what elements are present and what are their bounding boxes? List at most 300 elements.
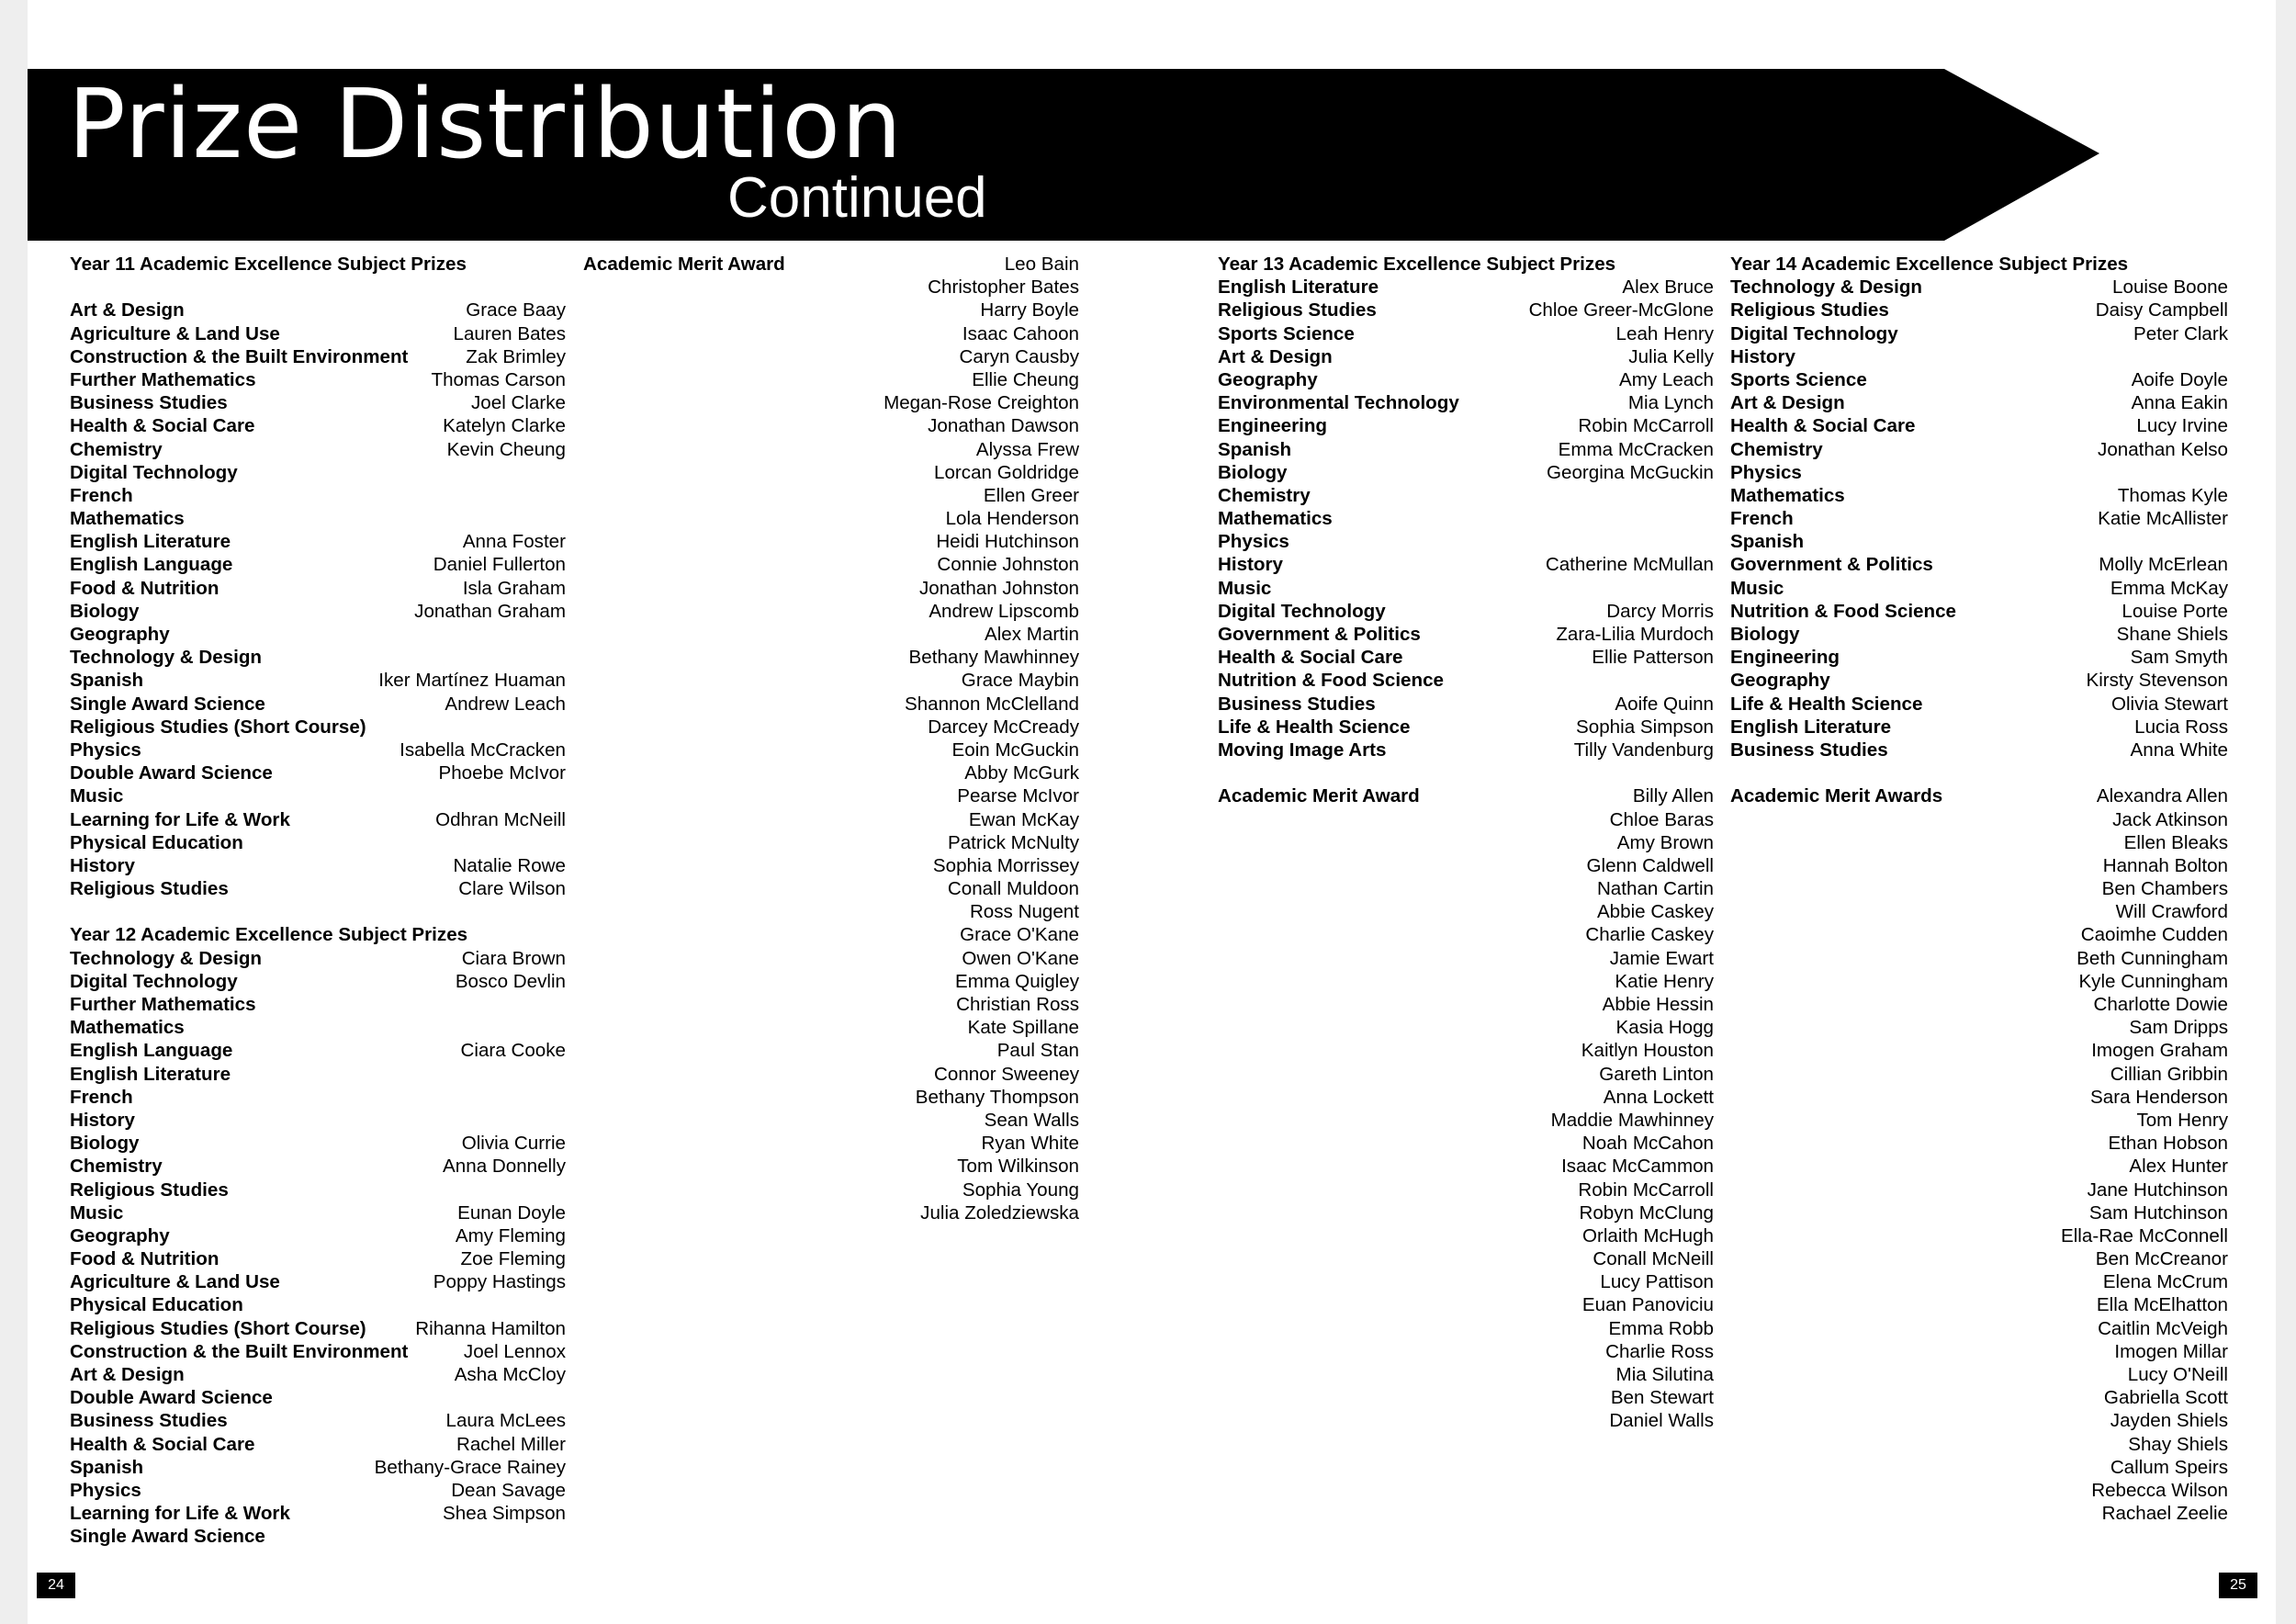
- prize-row: [70, 1363, 566, 1386]
- prize-row: [70, 484, 566, 507]
- prize-subject: Single Award Science: [70, 1526, 265, 1548]
- prize-recipient: Shea Simpson: [443, 1503, 566, 1525]
- section-heading: Year 12 Academic Excellence Subject Prizes: [70, 924, 468, 946]
- prize-row: [1218, 623, 1714, 646]
- prize-recipient: Joel Clarke: [470, 392, 566, 414]
- prize-recipient: Ciara Cooke: [460, 1040, 566, 1062]
- prize-subject: Art & Design: [70, 1364, 185, 1385]
- column-4: [1730, 253, 2228, 1525]
- prize-row: [70, 530, 566, 553]
- prize-row: [70, 1039, 566, 1062]
- prize-recipient: Odhran McNeill: [435, 808, 566, 830]
- prize-recipient: Mia Silutina: [1615, 1364, 1714, 1385]
- prize-row: [1730, 716, 2228, 739]
- prize-row: [583, 854, 1079, 877]
- prize-row: [70, 1293, 566, 1316]
- prize-row: [70, 553, 566, 576]
- prize-recipient: Lucia Ross: [2134, 716, 2228, 738]
- prize-row: [583, 693, 1079, 716]
- prize-recipient: Caoimhe Cudden: [2080, 924, 2228, 946]
- prize-subject: French: [70, 484, 133, 506]
- prize-row: [1218, 900, 1714, 923]
- prize-row: [1730, 507, 2228, 530]
- prize-recipient: Daniel Fullerton: [433, 554, 566, 576]
- prize-recipient: Connor Sweeney: [934, 1063, 1079, 1085]
- prize-subject: Learning for Life & Work: [70, 808, 290, 830]
- prize-subject: Business Studies: [70, 1410, 228, 1432]
- prize-recipient: Sophia Young: [962, 1179, 1079, 1201]
- prize-row: [583, 623, 1079, 646]
- prize-row: [70, 669, 566, 692]
- prize-subject: Academic Merit Awards: [1730, 785, 1943, 807]
- prize-subject: Mathematics: [70, 1017, 185, 1039]
- spacer-row: [1730, 761, 2228, 784]
- prize-subject: Business Studies: [1218, 693, 1376, 715]
- prize-recipient: Christopher Bates: [928, 276, 1079, 299]
- prize-subject: Digital Technology: [70, 461, 238, 483]
- prize-recipient: Emma McCracken: [1558, 438, 1714, 460]
- prize-subject: English Literature: [70, 531, 231, 553]
- section-heading-row: [70, 923, 566, 946]
- prize-subject: Environmental Technology: [1218, 392, 1459, 414]
- prize-row: [1730, 646, 2228, 669]
- prize-subject: Spanish: [1218, 438, 1292, 460]
- prize-recipient: Emma Quigley: [954, 970, 1079, 992]
- prize-row: [1218, 1039, 1714, 1062]
- prize-recipient: Isaac Cahoon: [962, 322, 1079, 344]
- prize-recipient: Katie McAllister: [2098, 508, 2228, 530]
- prize-row: [70, 1016, 566, 1039]
- prize-subject: Health & Social Care: [70, 415, 255, 437]
- prize-recipient: Sam Smyth: [2130, 647, 2228, 669]
- prize-row: [70, 438, 566, 461]
- prize-subject: Physical Education: [70, 831, 243, 853]
- prize-row: [1218, 877, 1714, 900]
- prize-row: [583, 414, 1079, 437]
- page-number-left: 24: [37, 1573, 75, 1598]
- prize-recipient: Kate Spillane: [967, 1017, 1079, 1039]
- prize-subject: Spanish: [70, 670, 144, 692]
- prize-recipient: Emma Robb: [1608, 1317, 1714, 1339]
- prize-recipient: Charlie Caskey: [1585, 924, 1714, 946]
- prize-recipient: Will Crawford: [2115, 901, 2228, 923]
- prize-recipient: Jamie Ewart: [1609, 947, 1714, 969]
- prize-subject: Agriculture & Land Use: [70, 322, 280, 344]
- prize-row: [1730, 1502, 2228, 1525]
- prize-row: [70, 1340, 566, 1363]
- prize-recipient: Sean Walls: [984, 1109, 1079, 1131]
- prize-recipient: Hannah Bolton: [2102, 854, 2228, 876]
- prize-row: [1730, 970, 2228, 993]
- prize-row: [1730, 414, 2228, 437]
- prize-subject: Physics: [70, 1479, 141, 1501]
- prize-row: [70, 1270, 566, 1293]
- prize-row: [583, 646, 1079, 669]
- prize-subject: Music: [1730, 577, 1784, 599]
- prize-subject: Academic Merit Award: [583, 254, 785, 275]
- prize-row: [583, 345, 1079, 368]
- section-heading: Year 14 Academic Excellence Subject Prizes: [1730, 254, 2129, 275]
- prize-row: [1218, 669, 1714, 692]
- prize-subject: Food & Nutrition: [70, 577, 219, 599]
- prize-subject: Life & Health Science: [1218, 716, 1411, 738]
- prize-row: [1218, 1224, 1714, 1247]
- prize-subject: Technology & Design: [70, 647, 263, 669]
- prize-subject: Geography: [1218, 368, 1318, 390]
- prize-recipient: Thomas Kyle: [2117, 484, 2228, 506]
- prize-row: [1218, 530, 1714, 553]
- prize-recipient: Ethan Hobson: [2108, 1133, 2228, 1155]
- prize-row: [1730, 739, 2228, 761]
- prize-row: [70, 761, 566, 784]
- prize-row: [70, 1456, 566, 1479]
- prize-recipient: Billy Allen: [1632, 785, 1714, 807]
- prize-row: [70, 1386, 566, 1409]
- prize-row: [1218, 739, 1714, 761]
- prize-subject: Digital Technology: [1218, 600, 1386, 622]
- prize-row: [70, 1086, 566, 1109]
- prize-row: [1730, 1132, 2228, 1155]
- prize-row: [583, 808, 1079, 831]
- prize-recipient: Paul Stan: [996, 1040, 1079, 1062]
- prize-subject: Single Award Science: [70, 693, 265, 715]
- prize-row: [1218, 947, 1714, 970]
- page-number-right: 25: [2219, 1573, 2257, 1598]
- prize-recipient: Bethany Thompson: [915, 1086, 1079, 1108]
- prize-recipient: Conall Muldoon: [947, 878, 1079, 900]
- prize-row: [1730, 345, 2228, 368]
- prize-row: [1730, 1063, 2228, 1086]
- prize-recipient: Caitlin McVeigh: [2098, 1317, 2228, 1339]
- prize-row: [1730, 391, 2228, 414]
- prize-recipient: Ellen Bleaks: [2123, 831, 2228, 853]
- prize-recipient: Leah Henry: [1615, 322, 1714, 344]
- prize-recipient: Ella McElhatton: [2096, 1294, 2228, 1316]
- title-banner: [28, 69, 2103, 241]
- prize-subject: Physical Education: [70, 1294, 243, 1316]
- prize-row: [583, 391, 1079, 414]
- prize-recipient: Julia Kelly: [1628, 345, 1714, 367]
- prize-subject: English Literature: [1730, 716, 1892, 738]
- spacer-row: [70, 276, 566, 299]
- prize-recipient: Alex Martin: [985, 624, 1079, 645]
- prize-recipient: Maddie Mawhinney: [1550, 1109, 1714, 1131]
- prize-row: [1218, 414, 1714, 437]
- prize-subject: History: [1218, 554, 1283, 576]
- section-heading: Year 13 Academic Excellence Subject Prizes: [1218, 254, 1616, 275]
- prize-recipient: Darcy Morris: [1606, 600, 1714, 622]
- prize-subject: Food & Nutrition: [70, 1248, 219, 1270]
- prize-row: [1218, 693, 1714, 716]
- prize-row: [1218, 1179, 1714, 1201]
- prize-recipient: Jonathan Johnston: [918, 577, 1079, 599]
- prize-row: [70, 1109, 566, 1132]
- prize-row: [1730, 1016, 2228, 1039]
- prize-recipient: Georgina McGuckin: [1547, 461, 1714, 483]
- prize-row: [1218, 808, 1714, 831]
- prize-subject: Business Studies: [70, 392, 228, 414]
- prize-row: [1218, 716, 1714, 739]
- prize-subject: Religious Studies (Short Course): [70, 1317, 366, 1339]
- prize-subject: Art & Design: [1218, 345, 1333, 367]
- prize-row: [1730, 1293, 2228, 1316]
- column-2: [583, 253, 1079, 1224]
- prize-row: [583, 1039, 1079, 1062]
- prize-row: [70, 461, 566, 484]
- prize-row: [583, 947, 1079, 970]
- prize-row: [1218, 1386, 1714, 1409]
- prize-recipient: Robin McCarroll: [1578, 415, 1714, 437]
- prize-recipient: Bethany-Grace Rainey: [374, 1456, 566, 1478]
- prize-recipient: Jonathan Graham: [414, 600, 566, 622]
- prize-recipient: Robin McCarroll: [1578, 1179, 1714, 1201]
- prize-recipient: Euan Panoviciu: [1581, 1294, 1714, 1316]
- prize-subject: Music: [1218, 577, 1272, 599]
- prize-row: [583, 1179, 1079, 1201]
- prize-recipient: Julia Zoledziewska: [920, 1201, 1079, 1224]
- prize-subject: Life & Health Science: [1730, 693, 1923, 715]
- prize-subject: Sports Science: [1730, 368, 1867, 390]
- prize-recipient: Abbie Caskey: [1596, 901, 1714, 923]
- prize-row: [583, 970, 1079, 993]
- prize-recipient: Kaitlyn Houston: [1581, 1040, 1714, 1062]
- prize-row: [1218, 970, 1714, 993]
- prize-subject: Learning for Life & Work: [70, 1503, 290, 1525]
- prize-row: [1730, 530, 2228, 553]
- prize-row: [1218, 345, 1714, 368]
- prize-subject: Art & Design: [1730, 392, 1845, 414]
- prize-row: [70, 391, 566, 414]
- prize-recipient: Isla Graham: [462, 577, 566, 599]
- prize-row: [1730, 1340, 2228, 1363]
- prize-row: [70, 784, 566, 807]
- prize-recipient: Rachel Miller: [456, 1433, 566, 1455]
- prize-recipient: Aoife Quinn: [1615, 693, 1714, 715]
- prize-subject: Chemistry: [1218, 484, 1311, 506]
- prize-recipient: Tom Henry: [2136, 1109, 2228, 1131]
- prize-recipient: Lorcan Goldridge: [934, 461, 1079, 483]
- prize-recipient: Amy Leach: [1618, 368, 1714, 390]
- prize-recipient: Ella-Rae McConnell: [2061, 1224, 2228, 1246]
- prize-row: [1730, 276, 2228, 299]
- prize-recipient: Sam Dripps: [2129, 1017, 2228, 1039]
- prize-row: [70, 739, 566, 761]
- prize-row: [1218, 299, 1714, 321]
- prize-subject: English Language: [70, 554, 233, 576]
- prize-row: [583, 761, 1079, 784]
- prize-row: [1218, 831, 1714, 854]
- prize-recipient: Shannon McClelland: [904, 693, 1079, 715]
- prize-subject: Geography: [70, 624, 170, 645]
- prize-subject: Chemistry: [70, 438, 163, 460]
- prize-subject: Religious Studies: [1730, 299, 1889, 321]
- prize-recipient: Grace Baay: [466, 299, 566, 321]
- prize-recipient: Natalie Rowe: [453, 854, 566, 876]
- prize-recipient: Ellie Patterson: [1592, 647, 1714, 669]
- prize-recipient: Kasia Hogg: [1615, 1017, 1714, 1039]
- prize-subject: Business Studies: [1730, 739, 1888, 761]
- prize-recipient: Megan-Rose Creighton: [884, 392, 1079, 414]
- prize-subject: Biology: [70, 1133, 140, 1155]
- prize-recipient: Poppy Hastings: [433, 1271, 566, 1293]
- prize-subject: English Language: [70, 1040, 233, 1062]
- prize-row: [583, 299, 1079, 321]
- prize-row: [583, 1016, 1079, 1039]
- prize-row: [1218, 993, 1714, 1016]
- prize-recipient: Zara-Lilia Murdoch: [1556, 624, 1714, 645]
- prize-recipient: Isabella McCracken: [400, 739, 566, 761]
- prize-row: [70, 577, 566, 600]
- prize-row: [1730, 1409, 2228, 1432]
- prize-subject: Geography: [1730, 670, 1830, 692]
- prize-recipient: Sophia Simpson: [1576, 716, 1714, 738]
- prize-recipient: Beth Cunningham: [2077, 947, 2228, 969]
- page-edge-right: [2276, 0, 2296, 1624]
- prize-row: [1218, 923, 1714, 946]
- prize-subject: Religious Studies: [1218, 299, 1377, 321]
- prize-row: [70, 1525, 566, 1548]
- prize-row: [70, 693, 566, 716]
- prize-row: [583, 484, 1079, 507]
- prize-row: [1730, 900, 2228, 923]
- page-subtitle: Continued: [727, 166, 987, 230]
- prize-row: [1730, 368, 2228, 391]
- prize-recipient: Tom Wilkinson: [957, 1156, 1079, 1178]
- prize-row: [583, 600, 1079, 623]
- prize-subject: Chemistry: [1730, 438, 1823, 460]
- spacer-row: [70, 900, 566, 923]
- prize-row: [583, 577, 1079, 600]
- prize-subject: Construction & the Built Environment: [70, 345, 409, 367]
- prize-recipient: Chloe Greer-McGlone: [1528, 299, 1714, 321]
- prize-row: [70, 1502, 566, 1525]
- prize-subject: Double Award Science: [70, 1387, 273, 1409]
- prize-recipient: Charlie Ross: [1605, 1340, 1714, 1362]
- prize-row: [1218, 276, 1714, 299]
- prize-row: [583, 669, 1079, 692]
- prize-row: [1730, 669, 2228, 692]
- prize-recipient: Gareth Linton: [1599, 1063, 1714, 1085]
- prize-subject: Engineering: [1730, 647, 1840, 669]
- prize-row: [70, 854, 566, 877]
- prize-recipient: Caryn Causby: [959, 345, 1079, 367]
- prize-subject: History: [70, 1109, 135, 1131]
- prize-row: [70, 345, 566, 368]
- prize-row: [1218, 461, 1714, 484]
- prize-subject: Chemistry: [70, 1156, 163, 1178]
- prize-subject: Religious Studies: [70, 1179, 229, 1201]
- prize-recipient: Lucy Irvine: [2136, 415, 2228, 437]
- prize-row: [70, 1433, 566, 1456]
- prize-row: [1730, 322, 2228, 345]
- prize-recipient: Thomas Carson: [431, 368, 566, 390]
- prize-subject: Biology: [1218, 461, 1288, 483]
- prize-row: [70, 623, 566, 646]
- prize-row: [1730, 1155, 2228, 1178]
- column-3: [1218, 253, 1714, 1433]
- prize-subject: English Literature: [1218, 276, 1379, 299]
- prize-row: [1730, 1086, 2228, 1109]
- prize-row: [70, 322, 566, 345]
- prize-row: [70, 808, 566, 831]
- prize-subject: Mathematics: [1218, 508, 1333, 530]
- prize-row: [1218, 1270, 1714, 1293]
- prize-recipient: Imogen Graham: [2091, 1040, 2228, 1062]
- prize-recipient: Ewan McKay: [968, 808, 1079, 830]
- prize-row: [1218, 600, 1714, 623]
- prize-recipient: Sophia Morrissey: [932, 854, 1079, 876]
- prize-subject: Technology & Design: [70, 947, 263, 969]
- prize-subject: English Literature: [70, 1063, 231, 1085]
- prize-row: [583, 461, 1079, 484]
- prize-row: [1218, 577, 1714, 600]
- prize-recipient: Owen O'Kane: [962, 947, 1079, 969]
- prize-recipient: Anna White: [2130, 739, 2228, 761]
- section-heading: Year 11 Academic Excellence Subject Prizes: [70, 254, 467, 275]
- prize-recipient: Amy Fleming: [455, 1224, 566, 1246]
- prize-recipient: Katie Henry: [1615, 970, 1714, 992]
- prize-row: [583, 530, 1079, 553]
- prize-recipient: Abbie Hessin: [1602, 994, 1714, 1015]
- prize-row: [1730, 1386, 2228, 1409]
- prize-recipient: Nathan Cartin: [1596, 878, 1714, 900]
- prize-row: [1730, 1479, 2228, 1502]
- prize-row: [70, 716, 566, 739]
- prize-recipient: Orlaith McHugh: [1581, 1224, 1714, 1246]
- prize-row: [1218, 484, 1714, 507]
- prize-subject: Health & Social Care: [70, 1433, 255, 1455]
- prize-recipient: Daniel Walls: [1609, 1410, 1714, 1432]
- prize-recipient: Connie Johnston: [937, 554, 1079, 576]
- prize-recipient: Bethany Mawhinney: [908, 647, 1079, 669]
- prize-recipient: Jonathan Kelso: [2098, 438, 2228, 460]
- prize-row: [583, 739, 1079, 761]
- prize-recipient: Isaac McCammon: [1561, 1156, 1714, 1178]
- prize-subject: Physics: [1730, 461, 1802, 483]
- prize-row: [1218, 1247, 1714, 1270]
- prize-recipient: Kyle Cunningham: [2078, 970, 2228, 992]
- prize-subject: Moving Image Arts: [1218, 739, 1387, 761]
- prize-row: [1218, 1155, 1714, 1178]
- prize-row: [70, 831, 566, 854]
- prize-subject: Geography: [70, 1224, 170, 1246]
- prize-row: [70, 947, 566, 970]
- prize-recipient: Ross Nugent: [969, 901, 1079, 923]
- prize-recipient: Emma McKay: [2110, 577, 2228, 599]
- prize-recipient: Rachael Zeelie: [2101, 1503, 2228, 1525]
- prize-subject: Religious Studies (Short Course): [70, 716, 366, 738]
- prize-recipient: Ellie Cheung: [972, 368, 1079, 390]
- prize-row: [1218, 1340, 1714, 1363]
- prize-recipient: Ben Stewart: [1610, 1387, 1714, 1409]
- prize-row: [1218, 1409, 1714, 1432]
- prize-recipient: Anna Donnelly: [443, 1156, 566, 1178]
- prize-row: [70, 507, 566, 530]
- prize-subject: Health & Social Care: [1730, 415, 1916, 437]
- prize-row: [583, 1201, 1079, 1224]
- prize-row: [1218, 1109, 1714, 1132]
- prize-subject: Further Mathematics: [70, 368, 256, 390]
- prize-recipient: Kirsty Stevenson: [2086, 670, 2228, 692]
- prize-recipient: Jonathan Dawson: [928, 415, 1079, 437]
- prize-row: [70, 1317, 566, 1340]
- prize-subject: Spanish: [70, 1456, 144, 1478]
- prize-row: [1730, 947, 2228, 970]
- prize-row: [1730, 623, 2228, 646]
- prize-row: [1730, 1224, 2228, 1247]
- prize-row: [1218, 507, 1714, 530]
- prize-subject: French: [1730, 508, 1794, 530]
